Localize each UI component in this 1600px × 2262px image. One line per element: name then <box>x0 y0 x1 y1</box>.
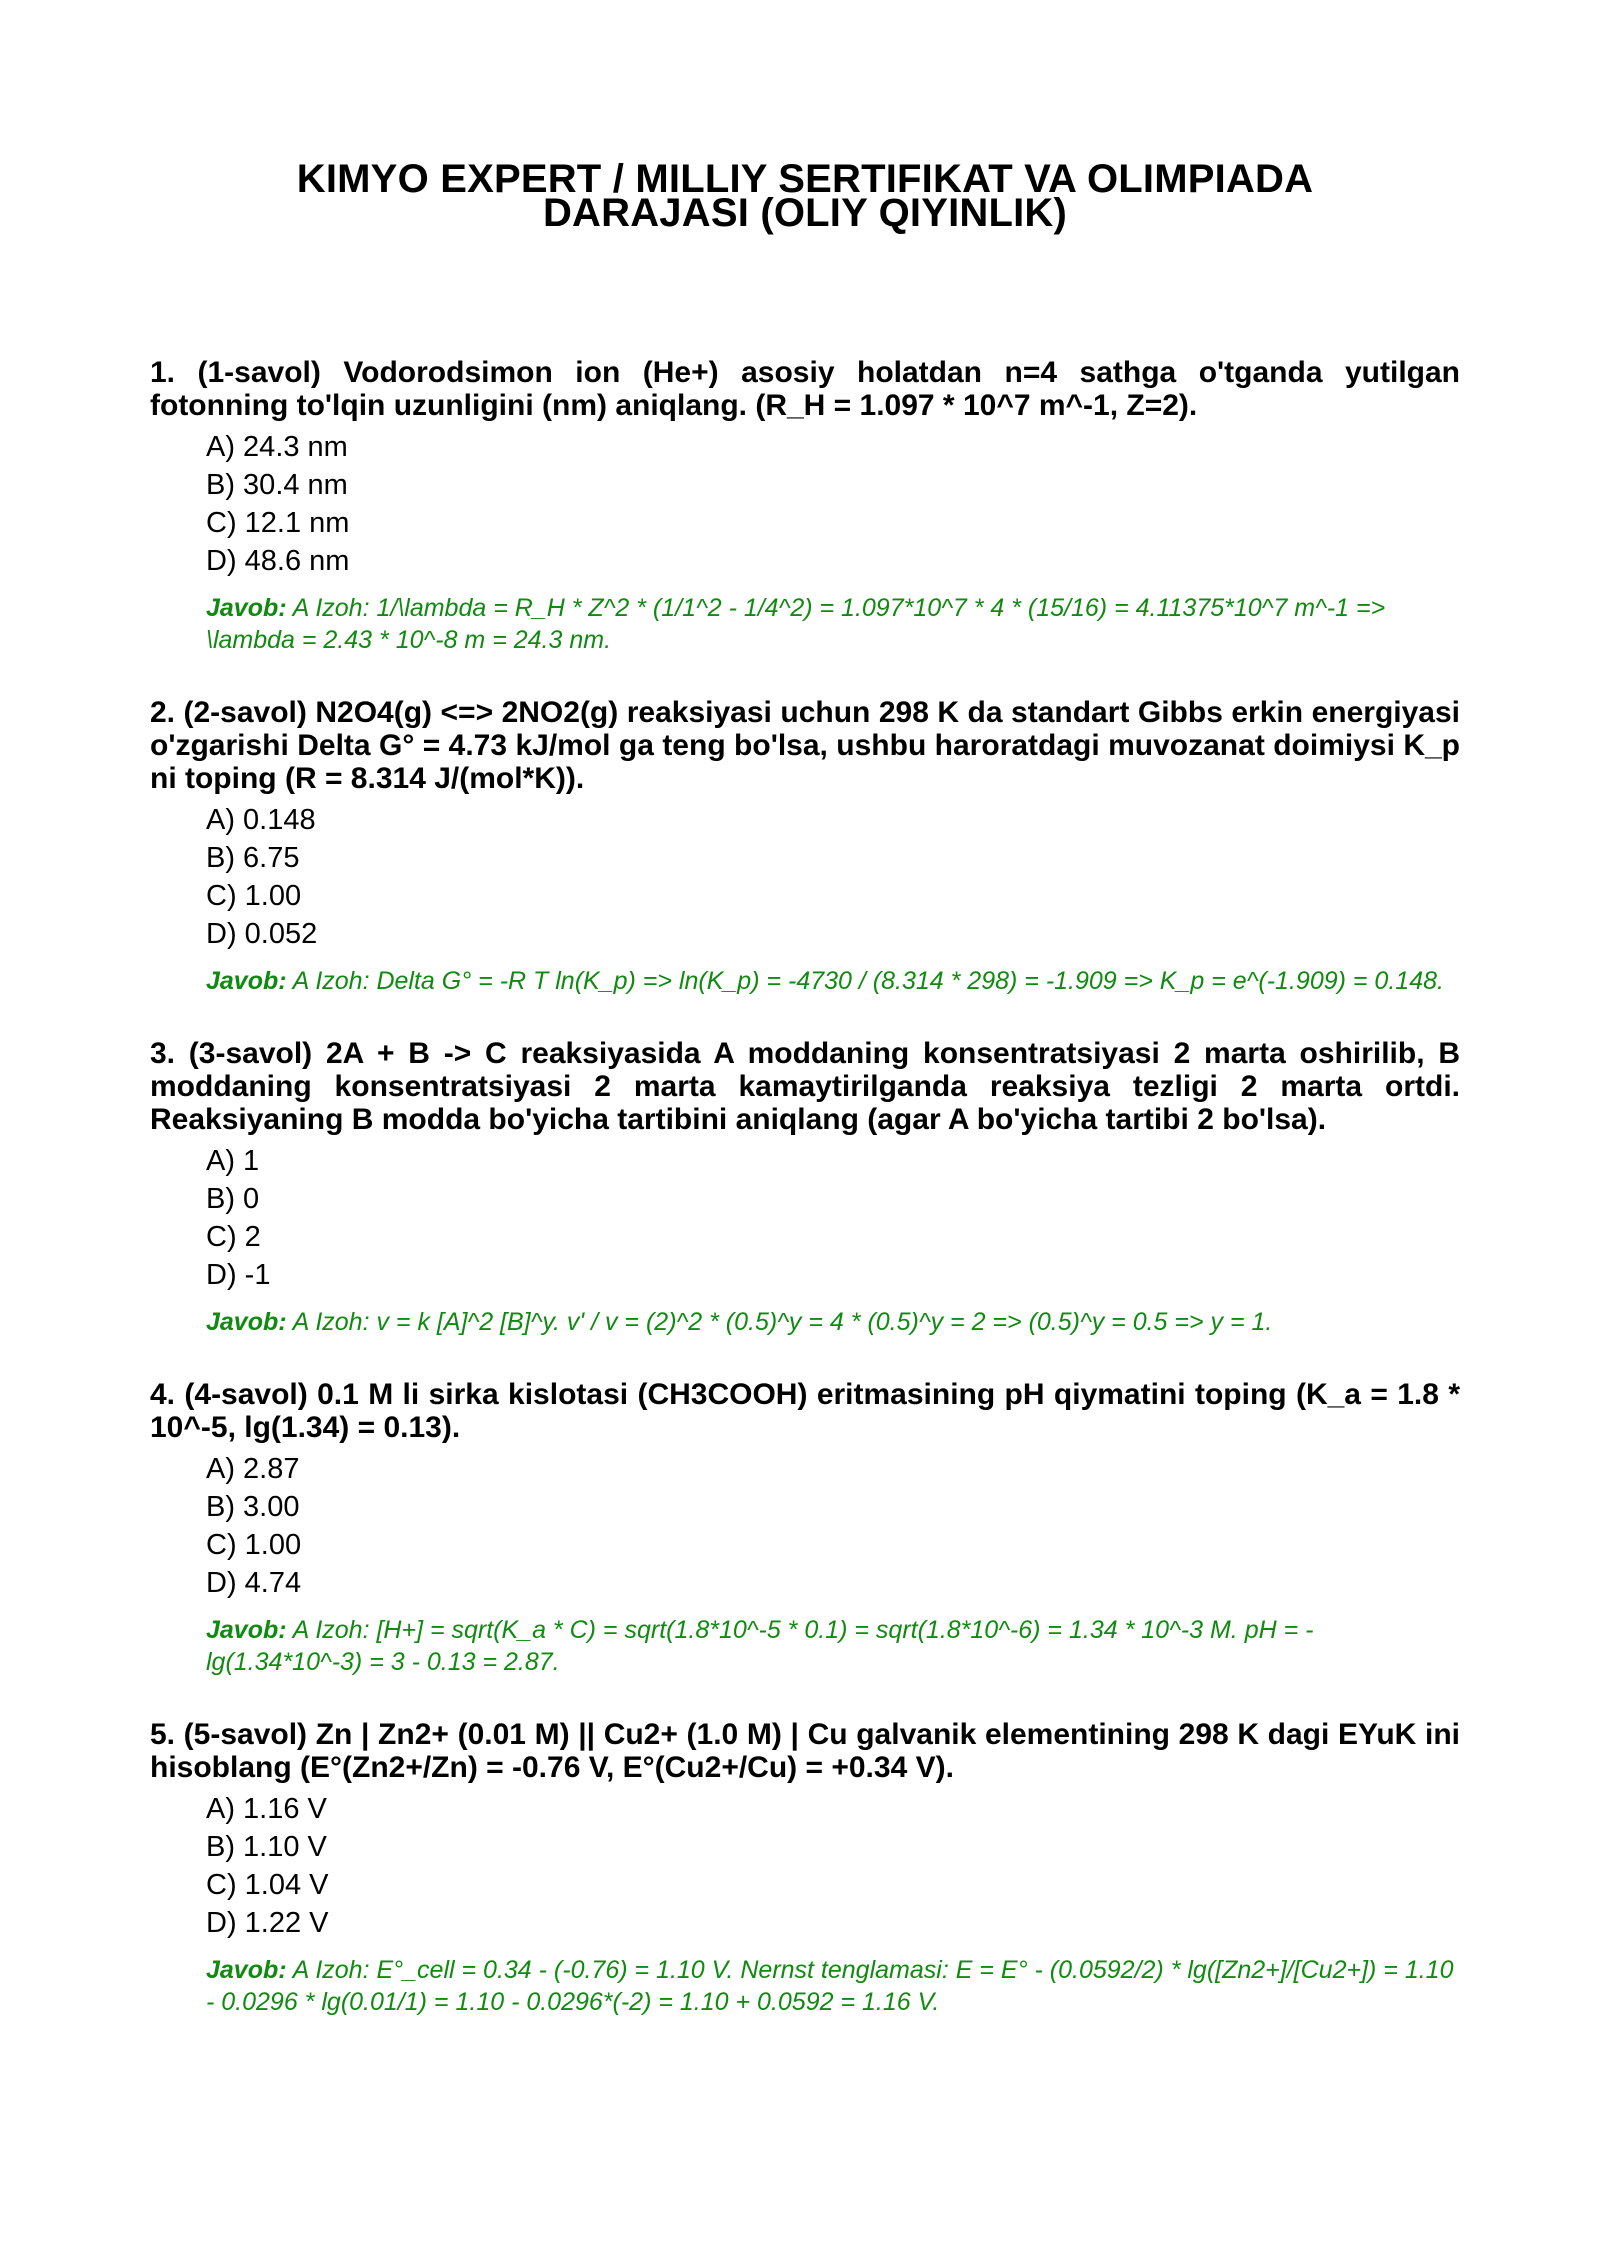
option-d: D) -1 <box>206 1259 271 1291</box>
option-c: C) 2 <box>206 1221 261 1253</box>
question-text: 2. (2-savol) N2O4(g) <=> 2NO2(g) reaksiyasi uchun 298 K da standart Gibbs erkin energiyasi o'zgarishi Delta G° = 4.73 kJ/mol ga teng bo'lsa, ushbu haroratdagi muvozanat doimiysi K_p ni toping (R = 8.314 J/(mol*K)). <box>150 696 1460 795</box>
question-item <box>150 1378 1460 1678</box>
answer-label: Javob: <box>206 594 287 622</box>
option-d: D) 48.6 nm <box>206 545 350 577</box>
option-d: D) 0.052 <box>206 918 318 950</box>
option-b: B) 0 <box>206 1183 260 1215</box>
question-item <box>150 696 1460 997</box>
answer-text: A Izoh: v = k [A]^2 [B]^y. v' / v = (2)^2 * (0.5)^y = 4 * (0.5)^y = 2 => (0.5)^y = 0.5 => y = 1. <box>292 1308 1273 1336</box>
option-d: D) 1.22 V <box>206 1907 329 1939</box>
document-page <box>150 150 1460 2058</box>
option-c: C) 1.00 <box>206 1529 302 1561</box>
answer-label: Javob: <box>206 1956 287 1984</box>
option-b: B) 30.4 nm <box>206 469 348 501</box>
option-c: C) 12.1 nm <box>206 507 350 539</box>
option-a: A) 1.16 V <box>206 1793 327 1825</box>
answer-text: A Izoh: 1/\lambda = R_H * Z^2 * (1/1^2 - 1/4^2) = 1.097*10^7 * 4 * (15/16) = 4.11375*10^7 m^-1 => \lambda = 2.43 * 10^-8 m = 24.3 nm. <box>206 594 1386 654</box>
answer-options <box>206 801 1460 953</box>
option-d: D) 4.74 <box>206 1567 302 1599</box>
answer-text: A Izoh: [H+] = sqrt(K_a * C) = sqrt(1.8*10^-5 * 0.1) = sqrt(1.8*10^-6) = 1.34 * 10^-3 M. pH = -lg(1.34*10^-3) = 3 - 0.13 = 2.87. <box>206 1616 1314 1676</box>
answer-text: A Izoh: Delta G° = -R T ln(K_p) => ln(K_p) = -4730 / (8.314 * 298) = -1.909 => K_p = e^(-1.909) = 0.148. <box>292 967 1444 995</box>
question-text: 1. (1-savol) Vodorodsimon ion (He+) asosiy holatdan n=4 sathga o'tganda yutilgan fotonning to'lqin uzunligini (nm) aniqlang. (R_H = 1.097 * 10^7 m^-1, Z=2). <box>150 356 1460 422</box>
answer-options <box>206 1142 1460 1294</box>
answer-label: Javob: <box>206 1616 287 1644</box>
question-item <box>150 1037 1460 1338</box>
answer-label: Javob: <box>206 1308 287 1336</box>
option-a: A) 2.87 <box>206 1453 300 1485</box>
question-text: 5. (5-savol) Zn | Zn2+ (0.01 M) || Cu2+ (1.0 M) | Cu galvanik elementining 298 K dagi EYuK ini hisoblang (E°(Zn2+/Zn) = -0.76 V, E°(Cu2+/Cu) = +0.34 V). <box>150 1718 1460 1784</box>
question-item <box>150 356 1460 656</box>
document-title: KIMYO EXPERT / MILLIY SERTIFIKAT VA OLIMPIADA DARAJASI (OLIY QIYINLIK) <box>296 157 1314 235</box>
option-b: B) 6.75 <box>206 842 300 874</box>
answer-options <box>206 1790 1460 1942</box>
answer-text: A Izoh: E°_cell = 0.34 - (-0.76) = 1.10 V. Nernst tenglamasi: E = E° - (0.0592/2) * lg([Zn2+]/[Cu2+]) = 1.10 - 0.0296 * lg(0.01/1) = 1.10 - 0.0296*(-2) = 1.10 + 0.0592 = 1.16 V. <box>206 1956 1454 2016</box>
answer-explanation <box>206 1614 1460 1678</box>
option-a: A) 24.3 nm <box>206 431 348 463</box>
answer-explanation <box>206 1954 1460 2018</box>
question-item <box>150 1718 1460 2018</box>
question-text: 3. (3-savol) 2A + B -> C reaksiyasida A moddaning konsentratsiyasi 2 marta oshirilib, B moddaning konsentratsiyasi 2 marta kamaytirilganda reaksiya tezligi 2 marta ortdi. Reaksiyaning B modda bo'yicha tartibini aniqlang (agar A bo'yicha tartibi 2 bo'lsa). <box>150 1037 1460 1136</box>
answer-options <box>206 428 1460 580</box>
option-b: B) 3.00 <box>206 1491 300 1523</box>
option-a: A) 0.148 <box>206 804 316 836</box>
answer-explanation <box>206 1306 1460 1338</box>
answer-options <box>206 1450 1460 1602</box>
option-b: B) 1.10 V <box>206 1831 327 1863</box>
question-text: 4. (4-savol) 0.1 M li sirka kislotasi (CH3COOH) eritmasining pH qiymatini toping (K_a = 1.8 * 10^-5, lg(1.34) = 0.13). <box>150 1378 1460 1444</box>
question-list <box>150 356 1460 2018</box>
option-c: C) 1.00 <box>206 880 302 912</box>
answer-explanation <box>206 965 1460 997</box>
answer-explanation <box>206 592 1460 656</box>
option-c: C) 1.04 V <box>206 1869 329 1901</box>
answer-label: Javob: <box>206 967 287 995</box>
option-a: A) 1 <box>206 1145 260 1177</box>
